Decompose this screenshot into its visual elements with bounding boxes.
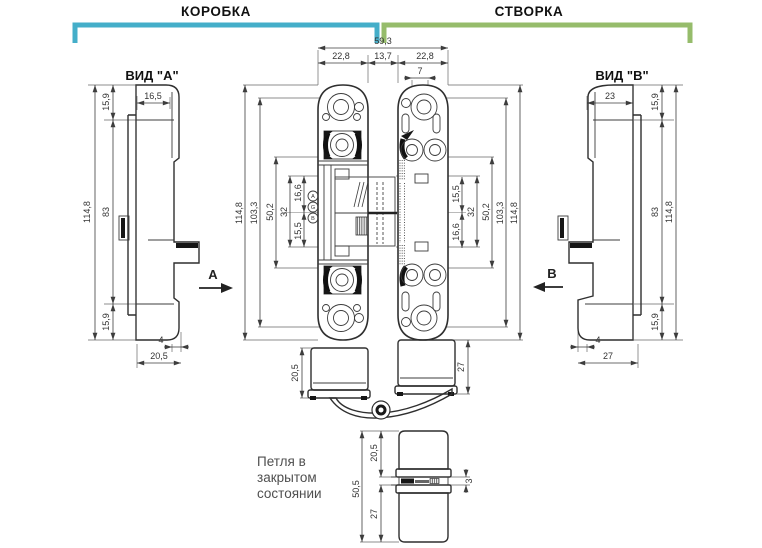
dim-view-a-top-offset: 15,9	[101, 93, 111, 111]
agb-logo	[308, 191, 318, 223]
dim-open-leaf-cup-depth: 27	[456, 361, 466, 373]
leaf-cup-flange	[395, 386, 457, 394]
fork-clamp-bar	[176, 243, 198, 248]
dim-front-left-screw-span: 103,3	[249, 201, 259, 225]
dim-closed-knuckle-gap: 3	[464, 478, 474, 484]
open-state-body	[308, 340, 457, 419]
hinge-front-view	[234, 36, 523, 340]
leaf-plate	[398, 85, 448, 340]
frame-section-label: КОРОБКА	[181, 4, 251, 19]
closed-state-view	[257, 431, 474, 542]
open-state-view	[290, 340, 470, 419]
closed-state-caption	[257, 454, 322, 501]
closed-frame-cup	[399, 431, 448, 469]
direction-marker-b	[533, 266, 563, 292]
dim-front-right-cam-span: 50,2	[481, 203, 491, 221]
brand-letter-g: G	[310, 205, 316, 212]
dim-view-b-top-offset: 15,9	[650, 93, 660, 111]
dim-view-b-total-height: 114,8	[664, 201, 674, 223]
dim-front-total-width: 59,3	[374, 36, 392, 46]
dim-open-frame-cup-depth: 20,5	[290, 364, 300, 382]
brand-letter-a: A	[311, 194, 315, 201]
dim-view-b-lip-width: 4	[595, 335, 601, 345]
dim-front-screw-slot-width: 7	[417, 66, 423, 76]
view-b-dimensions	[570, 85, 683, 368]
dim-view-a-total-height: 114,8	[82, 201, 92, 223]
leaf-cup	[398, 340, 455, 386]
dim-view-b-bottom-width: 27	[602, 351, 614, 361]
direction-b-label: B	[547, 266, 557, 281]
dim-front-left-cam-span: 50,2	[265, 203, 275, 221]
dim-front-right-upper-half: 15,5	[451, 185, 461, 203]
dim-front-frame-plate-width: 22,8	[332, 51, 350, 61]
dim-view-a-top-width: 16,5	[144, 91, 162, 101]
leaf-section-label: СТВОРКА	[494, 4, 564, 19]
fork-clamp-bar-b	[570, 243, 592, 248]
frame-plate	[318, 85, 368, 340]
view-b-title: ВИД "В"	[595, 68, 649, 83]
dim-front-leaf-plate-width: 22,8	[416, 51, 434, 61]
direction-a-label: A	[208, 267, 218, 282]
dim-front-left-total-height: 114,8	[234, 202, 244, 224]
dim-view-b-bottom-offset: 15,9	[650, 313, 660, 331]
dim-view-a-body-height: 83	[101, 206, 111, 218]
dim-front-right-body-span: 32	[466, 206, 476, 218]
view-b-profile	[558, 85, 641, 340]
direction-a-arrow-head	[221, 283, 233, 293]
leaf-bracket	[384, 25, 690, 43]
dim-closed-total-depth: 50,5	[351, 480, 361, 498]
view-a-profile	[119, 85, 199, 340]
view-b	[533, 68, 683, 368]
dim-closed-leaf-side: 27	[369, 508, 379, 520]
direction-marker-a	[199, 267, 233, 293]
dim-view-b-body-height: 83	[650, 206, 660, 218]
dim-view-a-bottom-width: 20,5	[150, 351, 168, 361]
caption-line-1: Петля в	[257, 454, 306, 469]
dim-front-left-lower-half: 15,5	[293, 222, 303, 240]
view-a	[82, 68, 233, 368]
caption-line-3: состоянии	[257, 486, 322, 501]
dim-front-right-screw-span: 103,3	[495, 201, 505, 225]
dim-closed-frame-side: 20,5	[369, 444, 379, 462]
dim-front-right-total-height: 114,8	[509, 202, 519, 224]
brand-letter-b: B	[311, 216, 315, 223]
frame-bracket	[75, 25, 377, 43]
dim-view-a-bottom-offset: 15,9	[101, 313, 111, 331]
frame-cup-flange	[308, 390, 370, 398]
dim-front-left-body-span: 32	[279, 206, 289, 218]
dim-view-b-top-width: 23	[604, 91, 616, 101]
closed-state-dimensions	[351, 431, 474, 542]
view-a-title: ВИД "А"	[125, 68, 179, 83]
threaded-rod	[356, 217, 368, 235]
dim-front-right-lower-half: 16,6	[451, 223, 461, 241]
closed-state-body	[391, 431, 451, 542]
dim-view-a-lip-width: 4	[158, 335, 164, 345]
caption-line-2: закрытом	[257, 470, 317, 485]
frame-cup	[311, 348, 368, 390]
closed-leaf-cup	[399, 493, 448, 542]
dim-front-center-gap: 13,7	[374, 51, 392, 61]
dim-front-left-upper-half: 16,6	[293, 184, 303, 202]
direction-b-arrow-head	[533, 282, 545, 292]
